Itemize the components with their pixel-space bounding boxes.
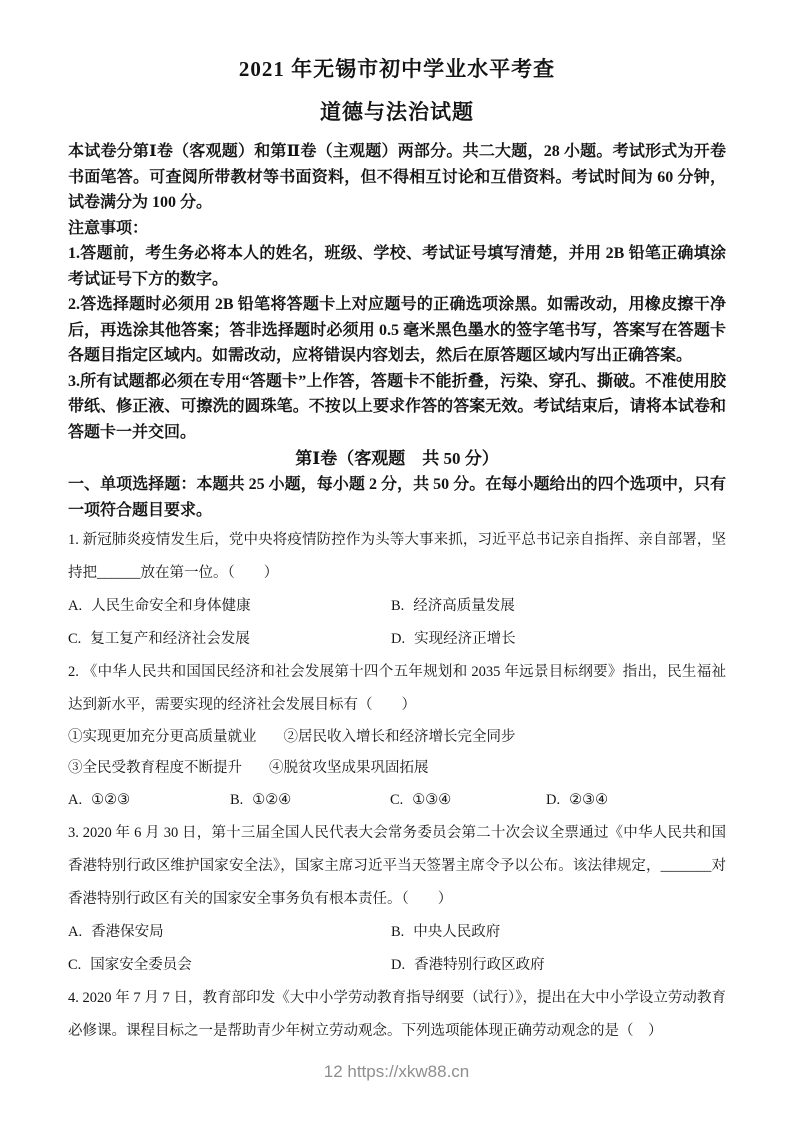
exam-intro-paragraph: 本试卷分第Ⅰ卷（客观题）和第Ⅱ卷（主观题）两部分。共二大题，28 小题。考试形式为开卷书面笔答。可查阅所带教材等书面资料，但不得相互讨论和互借资料。考试时间为 60 分钟，试卷满分为 100 分。: [68, 143, 726, 211]
option-label: A.: [68, 598, 83, 614]
option-text: 香港保安局: [91, 924, 164, 940]
question-1-options: [68, 590, 726, 656]
statement-2: ②居民收入增长和经济增长完全同步: [283, 729, 516, 745]
option-label: C.: [390, 792, 404, 808]
statement-4: ④脱贫攻坚成果巩固拓展: [269, 760, 429, 776]
question-1-option-c: [68, 623, 391, 656]
question-2-option-d: [546, 784, 726, 817]
question-2-options: [68, 784, 726, 817]
question-2-statements-row-2: [68, 753, 726, 784]
question-2-option-b: [230, 784, 390, 817]
question-2-option-c: [390, 784, 546, 817]
option-text: ①②③: [91, 792, 131, 808]
section1-header: 第Ⅰ卷（客观题 共 50 分）: [295, 449, 499, 468]
page-footer-watermark: 12 https://xkw88.cn: [323, 1062, 470, 1081]
question-4-stem: 4. 2020 年 7 月 7 日，教育部印发《大中小学劳动教育指导纲要（试行）》，提出在大中小学设立劳动教育必修课。课程目标之一是帮助青少年树立劳动观念。下列选项能体现正确劳动观念的是（ ）: [68, 990, 726, 1039]
question-1-option-d: [391, 623, 726, 656]
notice-item-2: 2.答选择题时必须用 2B 铅笔将答题卡上对应题号的正确选项涂黑。如需改动，用橡皮擦干净后，再选涂其他答案；答非选择题时必须用 0.5 毫米黑色墨水的签字笔书写，答案写在答题卡各题目指定区域内。如需改动，应将错误内容划去，然后在原答题区域内写出正确答案。: [68, 296, 726, 364]
question-1-stem: 1. 新冠肺炎疫情发生后，党中央将疫情防控作为头等大事来抓，习近平总书记亲自指挥、亲自部署，坚持把______放在第一位。（ ）: [68, 532, 726, 581]
section1-instructions: 一、单项选择题：本题共 25 小题，每小题 2 分，共 50 分。在每小题给出的四个选项中，只有一项符合题目要求。: [68, 476, 726, 519]
option-text: ②③④: [569, 792, 609, 808]
option-text: 中央人民政府: [413, 924, 501, 940]
option-label: B.: [391, 598, 405, 614]
question-1-option-a: [68, 590, 391, 623]
option-text: 香港特别行政区政府: [414, 957, 545, 973]
notice-item-3: 3.所有试题都必须在专用“答题卡”上作答，答题卡不能折叠，污染、穿孔、撕破。不准使用胶带纸、修正液、可擦洗的圆珠笔。不按以上要求作答的答案无效。考试结束后，请将本试卷和答题卡一并交回。: [68, 372, 726, 441]
question-3-options: [68, 916, 726, 982]
option-label: D.: [391, 631, 406, 647]
question-3-stem: 3. 2020 年 6 月 30 日，第十三届全国人民代表大会常务委员会第二十次会议全票通过《中华人民共和国香港特别行政区维护国家安全法》，国家主席习近平当天签署主席令予以公布。该法律规定，_______对香港特别行政区有关的国家安全事务负有根本责任。（ ）: [68, 825, 726, 907]
option-text: ①②④: [252, 792, 292, 808]
option-text: 复工复产和经济社会发展: [90, 631, 250, 647]
question-3-option-c: [68, 949, 391, 982]
page-subtitle: 道德与法治试题: [320, 100, 474, 124]
statement-1: ①实现更加充分更高质量就业: [68, 729, 257, 745]
question-2-statements-row-1: [68, 722, 726, 753]
question-3-option-d: [391, 949, 726, 982]
option-label: B.: [230, 792, 244, 808]
question-1-option-b: [391, 590, 726, 623]
question-2-option-a: [68, 784, 230, 817]
notice-heading: 注意事项：: [68, 219, 149, 237]
exam-preamble: [68, 139, 726, 445]
option-text: 实现经济正增长: [414, 631, 516, 647]
question-3-option-a: [68, 916, 391, 949]
question-3: [68, 817, 726, 982]
question-3-option-b: [391, 916, 726, 949]
option-label: C.: [68, 631, 82, 647]
question-4: [68, 982, 726, 1048]
notice-item-1: 1.答题前，考生务必将本人的姓名，班级、学校、考试证号填写清楚，并用 2B 铅笔正确填涂考试证号下方的数字。: [68, 245, 726, 288]
option-label: A.: [68, 924, 83, 940]
option-text: 经济高质量发展: [413, 598, 515, 614]
option-label: A.: [68, 792, 83, 808]
statement-3: ③全民受教育程度不断提升: [68, 760, 242, 776]
question-1: [68, 524, 726, 656]
option-label: D.: [546, 792, 561, 808]
option-label: B.: [391, 924, 405, 940]
option-label: C.: [68, 957, 82, 973]
option-text: 国家安全委员会: [90, 957, 192, 973]
option-text: 人民生命安全和身体健康: [91, 598, 251, 614]
question-2-stem: 2. 《中华人民共和国国民经济和社会发展第十四个五年规划和 2035 年远景目标纲要》指出，民生福祉达到新水平，需要实现的经济社会发展目标有（ ）: [68, 664, 726, 713]
page-title: 2021 年无锡市初中学业水平考查: [238, 57, 556, 81]
option-text: ①③④: [412, 792, 452, 808]
option-label: D.: [391, 957, 406, 973]
question-2: [68, 656, 726, 817]
